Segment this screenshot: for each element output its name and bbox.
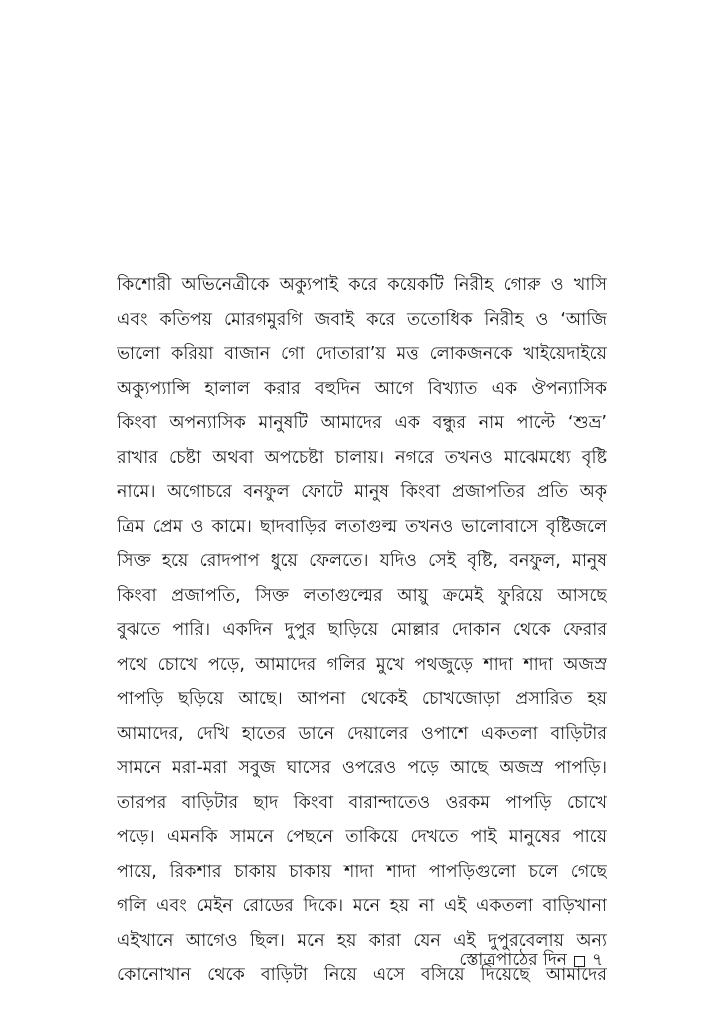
text-line: পায়ে, রিকশার চাকায় চাকায় শাদা শাদা পাপড়িগুলো চলে গেছে: [117, 861, 607, 882]
text-line: আমাদের, দেখি হাতের ডানে দেয়ালের ওপাশে একতলা বাড়িটার: [117, 723, 607, 744]
text-line: এইখানে আগেও ছিল। মনে হয় কারা যেন এই দুপুরবেলায় অন্য: [117, 930, 607, 951]
text-line: নামে। অগোচরে বনফুল ফোটে মানুষ কিংবা প্রজাপতির প্রতি অকৃ: [117, 482, 607, 502]
page-number: ৭: [591, 950, 603, 970]
text-line: পড়ে। এমনকি সামনে পেছনে তাকিয়ে দেখতে পাই মানুষের পায়ে: [117, 827, 607, 847]
square-outline-icon: [574, 956, 585, 967]
book-title: স্তোত্রপাঠের দিন: [459, 950, 567, 970]
text-line: বুঝতে পারি। একদিন দুপুর ছাড়িয়ে মোল্লার দোকান থেকে ফেরার: [117, 620, 607, 640]
text-line: ত্রিম প্রেম ও কামে। ছাদবাড়ির লতাগুল্ম তখনও ভালোবাসে বৃষ্টিজলে: [117, 516, 607, 537]
body-text: [117, 268, 607, 993]
running-footer: [459, 947, 603, 975]
text-line: পথে চোখে পড়ে, আমাদের গলির মুখে পথজুড়ে শাদা শাদা অজস্র: [117, 654, 607, 675]
text-line: এবং কতিপয় মোরগমুরগি জবাই করে ততোধিক নিরীহ ও ‘আজি: [117, 309, 607, 330]
text-line: অক্যুপ্যান্সি হালাল করার বহুদিন আগে বিখ্যাত এক ঔপন্যাসিক: [117, 378, 607, 399]
text-line: কিংবা প্রজাপতি, সিক্ত লতাগুল্মের আয়ু ক্রমেই ফুরিয়ে আসছে: [117, 585, 607, 606]
text-line: তারপর বাড়িটার ছাদ কিংবা বারান্দাতেও ওরকম পাপড়ি চোখে: [117, 792, 607, 813]
text-line: সিক্ত হয়ে রোদপাপ ধুয়ে ফেলতে। যদিও সেই বৃষ্টি, বনফুল, মানুষ: [117, 551, 607, 571]
text-line: কিংবা অপন্যাসিক মানুষটি আমাদের এক বন্ধুর নাম পাল্টে ‘শুভ্র’: [117, 413, 607, 433]
text-line: পাপড়ি ছড়িয়ে আছে। আপনা থেকেই চোখজোড়া প্রসারিত হয়: [117, 689, 607, 709]
text-line: কোনোখান থেকে বাড়িটা নিয়ে এসে বসিয়ে দিয়েছে আমাদের: [117, 965, 607, 985]
text-line: গলি এবং মেইন রোডের দিকে। মনে হয় না এই একতলা বাড়িখানা: [117, 896, 607, 916]
text-line: ভালো করিয়া বাজান গো দোতারা’য় মত্ত লোকজনকে খাইয়েদাইয়ে: [117, 344, 607, 364]
text-line: রাখার চেষ্টা অথবা অপচেষ্টা চালায়। নগরে তখনও মাঝেমধ্যে বৃষ্টি: [117, 447, 607, 468]
text-line: সামনে মরা-মরা সবুজ ঘাসের ওপরেও পড়ে আছে অজস্র পাপড়ি।: [117, 758, 607, 778]
text-line: কিশোরী অভিনেত্রীকে অক্যুপাই করে কয়েকটি নিরীহ গোরু ও খাসি: [117, 275, 607, 295]
